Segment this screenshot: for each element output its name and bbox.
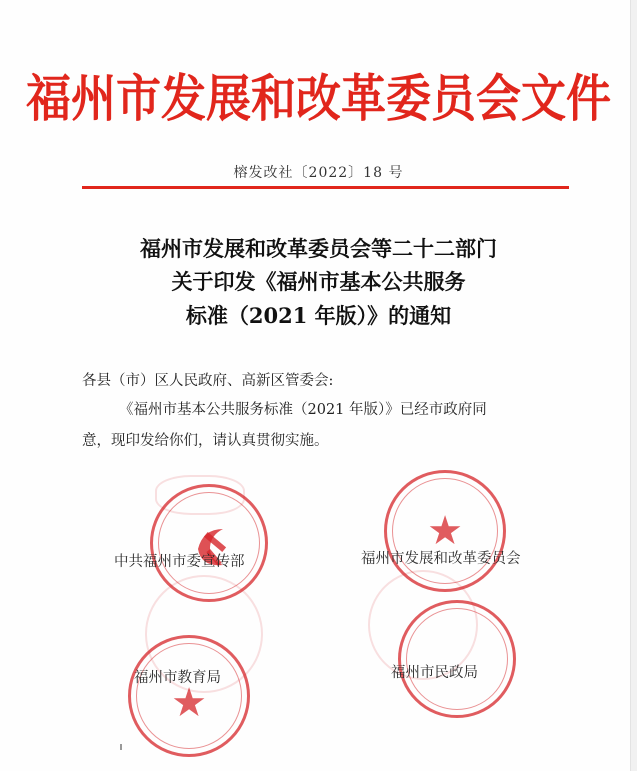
document-masthead: 福州市发展和改革委员会文件: [25, 69, 611, 129]
signature-development-reform: 福州市发展和改革委员会: [361, 551, 521, 567]
signature-education-bureau: 福州市教育局: [134, 670, 221, 686]
body-paragraph-line-2: 意，现印发给你们，请认真贯彻实施。: [82, 433, 329, 449]
title-line-3: 标准（2021 年版）》的通知: [185, 303, 452, 328]
body-paragraph-line-1: 《福州市基本公共服务标准（2021 年版）》已经市政府同: [119, 402, 487, 418]
signature-civil-affairs: 福州市民政局: [391, 665, 478, 681]
signature-propaganda-dept: 中共福州市委宣传部: [114, 554, 245, 570]
stamp-education-bureau: [128, 635, 250, 757]
stamp-propaganda-dept: [150, 484, 268, 602]
star-icon: ★: [427, 508, 463, 554]
star-icon: ★: [171, 679, 207, 726]
red-separator-line: [82, 186, 569, 189]
hammer-sickle-icon: [153, 487, 271, 605]
document-number: 榕发改社〔2022〕18 号: [233, 165, 404, 181]
title-line-1: 福州市发展和改革委员会等二十二部门: [140, 236, 497, 261]
stamp-development-reform: [384, 470, 506, 592]
salutation: 各县（市）区人民政府、高新区管委会:: [82, 373, 334, 389]
title-line-2: 关于印发《福州市基本公共服务: [171, 269, 466, 294]
page-mark: [120, 744, 122, 750]
stamp-civil-affairs: [398, 600, 516, 718]
